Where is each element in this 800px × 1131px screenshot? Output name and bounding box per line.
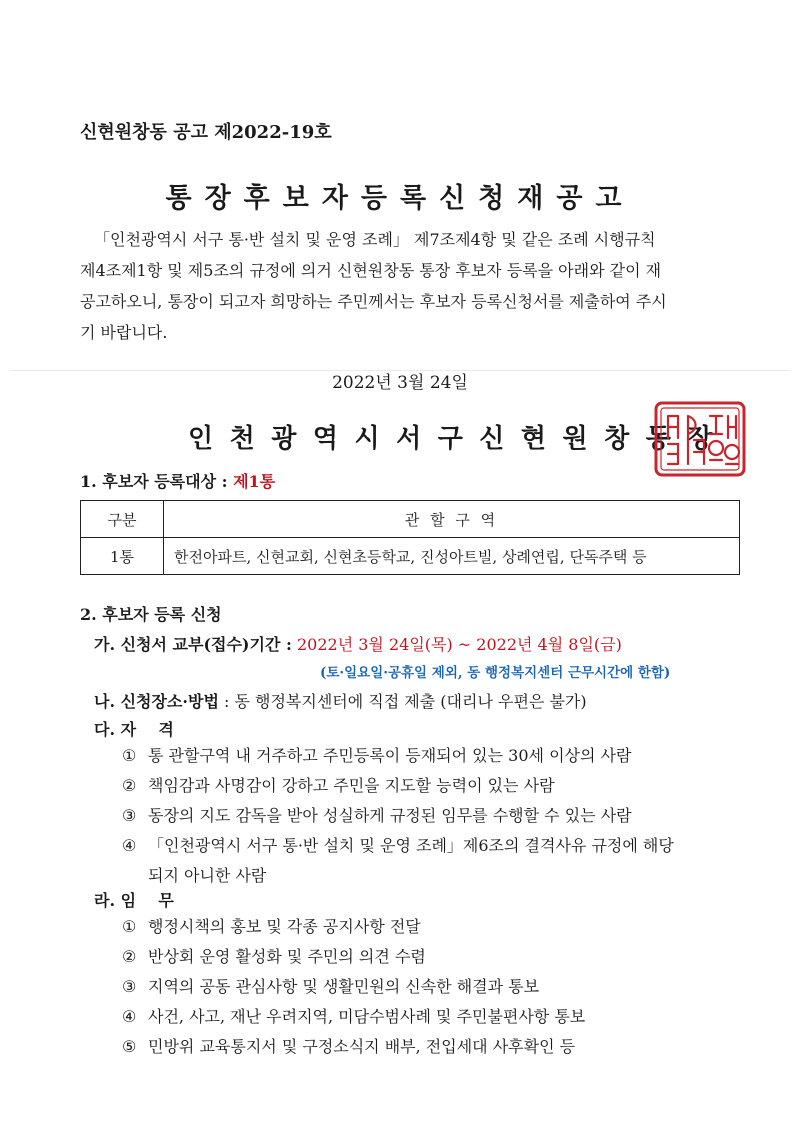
qualifications-label: 다. 자 격: [94, 720, 174, 739]
period-value: 2022년 3월 24일(목) ~ 2022년 4월 8일(금): [296, 635, 622, 654]
list-item: ① 통 관할구역 내 거주하고 주민등록이 등재되어 있는 30세 이상의 사람: [122, 746, 632, 765]
place-value: : 동 행정복지센터에 직접 제출 (대리나 우편은 불가): [224, 692, 587, 711]
issuing-office: 인천광역시서구신현원창동장: [188, 424, 730, 454]
official-seal-icon: [652, 400, 748, 478]
duties-list: [122, 912, 585, 1062]
notice-date: 2022년 3월 24일: [332, 373, 468, 393]
list-item-continuation: 되지 아니한 사람: [148, 866, 267, 885]
jurisdiction-table: [80, 500, 740, 575]
section1-target: 제1통: [233, 472, 276, 491]
period-label: 가. 신청서 교부(접수)기간 :: [94, 635, 292, 654]
intro-line: 제4조제1항 및 제5조의 규정에 의거 신현원창동 통장 후보자 등록을 아래와 같이 재: [80, 261, 662, 280]
list-item: ③ 동장의 지도 감독을 받아 성실하게 규정된 임무를 수행할 수 있는 사람: [122, 806, 632, 825]
list-item: ② 책임감과 사명감이 강하고 주민을 지도할 능력이 있는 사람: [122, 776, 555, 795]
place-label: 나. 신청장소·방법: [94, 692, 219, 711]
list-item: ① 행정시책의 홍보 및 각종 공지사항 전달: [122, 917, 421, 936]
list-item: ⑤ 민방위 교육통지서 및 구정소식지 배부, 전입세대 사후확인 등: [122, 1037, 576, 1056]
intro-line: 기 바랍니다.: [80, 323, 168, 342]
table-header-cell: 구분: [81, 501, 164, 538]
period-note: (토·일요일·공휴일 제외, 동 행정복지센터 근무시간에 한함): [320, 665, 671, 681]
intro-paragraph: [80, 224, 742, 348]
table-header-row: [81, 501, 740, 538]
list-item: ② 반상회 운영 활성화 및 주민의 의견 수렴: [122, 947, 426, 966]
application-period: [94, 632, 622, 655]
section2-heading: 2. 후보자 등록 신청: [80, 605, 222, 624]
table-row: [81, 538, 740, 575]
intro-line: 공고하오니, 통장이 되고자 희망하는 주민께서는 후보자 등록신청서를 제출하여 주시: [80, 292, 667, 311]
list-item: ④ 사건, 사고, 재난 우려지역, 미담수범사례 및 주민불편사항 통보: [122, 1007, 586, 1026]
table-header-cell: 관 할 구 역: [164, 501, 740, 538]
table-cell: 한전아파트, 신현교회, 신현초등학교, 진성아트빌, 상례연립, 단독주택 등: [164, 538, 740, 575]
table-cell: 1통: [81, 538, 164, 575]
section1-heading: [80, 469, 275, 492]
list-item: ③ 지역의 공동 관심사항 및 생활민원의 신속한 해결과 통보: [122, 977, 540, 996]
notice-number: 신현원창동 공고 제2022-19호: [80, 122, 332, 143]
duties-label: 라. 임 무: [94, 891, 174, 910]
list-item: ④ 「인천광역시 서구 통·반 설치 및 운영 조례」제6조의 결격사유 규정에 해당: [122, 836, 674, 855]
intro-line: 「인천광역시 서구 통·반 설치 및 운영 조례」 제7조제4항 및 같은 조례 시행규칙: [94, 230, 656, 249]
qualifications-list: [122, 741, 674, 891]
document-title: 통장후보자등록신청재공고: [165, 183, 635, 214]
application-place: [94, 689, 587, 712]
section1-heading-label: 1. 후보자 등록대상 :: [80, 472, 228, 491]
